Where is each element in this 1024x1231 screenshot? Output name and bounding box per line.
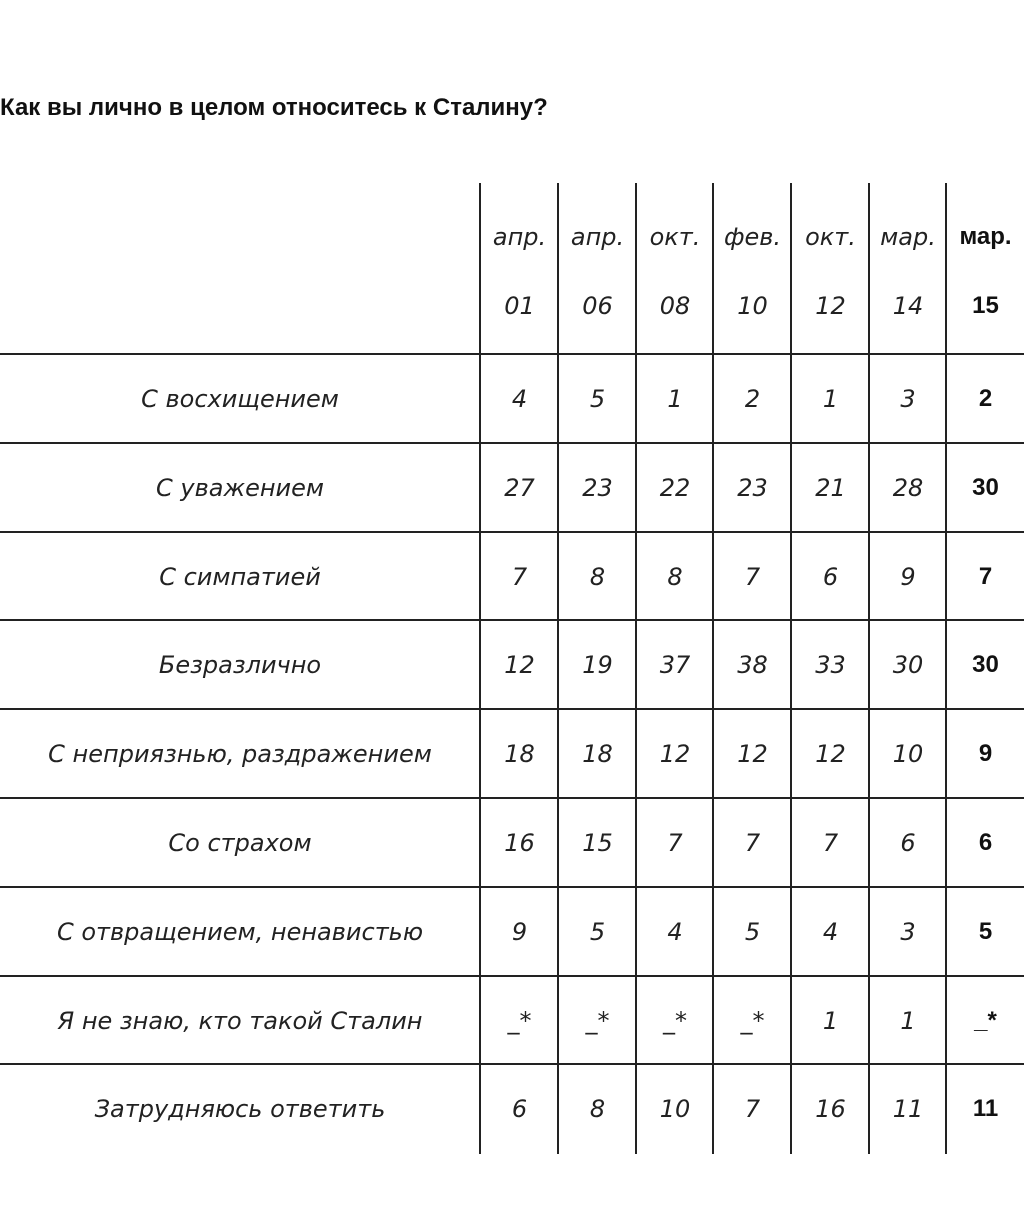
row-label: С уважением bbox=[156, 473, 324, 502]
table-cell: 12 bbox=[737, 739, 768, 768]
table-cell: 6 bbox=[511, 1094, 528, 1123]
table-cell: 16 bbox=[504, 828, 535, 857]
row-label: С неприязнью, раздражением bbox=[48, 739, 432, 768]
table-cell: 10 bbox=[659, 1094, 691, 1123]
table-cell: _* bbox=[663, 1006, 687, 1035]
row-label: С симпатией bbox=[159, 562, 321, 591]
table-cell: 8 bbox=[589, 1094, 606, 1123]
table-cell: 11 bbox=[892, 1094, 924, 1123]
table-cell: 9 bbox=[511, 917, 528, 946]
table-cell: 2 bbox=[978, 384, 993, 412]
table-cell: 12 bbox=[504, 650, 535, 679]
table-cell: 30 bbox=[972, 650, 999, 678]
table-cell: 5 bbox=[978, 917, 993, 945]
table-cell: 4 bbox=[667, 917, 683, 946]
table-cell: 6 bbox=[822, 562, 839, 591]
table-cell: 30 bbox=[972, 473, 999, 501]
column-header-year: 14 bbox=[892, 292, 924, 320]
table-cell: 7 bbox=[511, 562, 528, 591]
page-title: Как вы лично в целом относитесь к Сталину? bbox=[0, 94, 548, 121]
column-header-month: фев. bbox=[723, 223, 782, 251]
table-cell: 37 bbox=[659, 650, 691, 679]
table-cell: 23 bbox=[582, 473, 613, 502]
table-cell: 1 bbox=[900, 1006, 916, 1035]
row-label: Безразлично bbox=[158, 650, 322, 679]
table-cell: 1 bbox=[822, 1006, 839, 1035]
column-header-year: 08 bbox=[659, 292, 691, 320]
table-cell: _* bbox=[974, 1006, 997, 1034]
table-cell: 6 bbox=[978, 828, 993, 856]
column-header-year: 06 bbox=[582, 292, 613, 320]
column-header-year: 15 bbox=[972, 292, 999, 319]
column-header-month: апр. bbox=[570, 223, 625, 251]
table-cell: 7 bbox=[744, 1094, 761, 1123]
table-cell: 12 bbox=[659, 739, 691, 768]
table-cell: 19 bbox=[582, 650, 613, 679]
column-header-month: окт. bbox=[649, 223, 701, 251]
table-cell: 38 bbox=[737, 650, 768, 679]
table-cell: 7 bbox=[667, 828, 683, 857]
table-cell: 8 bbox=[589, 562, 606, 591]
row-label: Со страхом bbox=[168, 828, 312, 857]
table-cell: 3 bbox=[900, 917, 916, 946]
table-cell: 12 bbox=[815, 739, 846, 768]
table-cell: 9 bbox=[978, 739, 993, 767]
table-cell: 1 bbox=[667, 384, 683, 413]
table-cell: 7 bbox=[978, 562, 993, 590]
table-cell: _* bbox=[740, 1006, 765, 1035]
table-cell: 8 bbox=[667, 562, 683, 591]
table-cell: 21 bbox=[815, 473, 846, 502]
column-header-year: 10 bbox=[737, 292, 768, 320]
table-cell: 30 bbox=[892, 650, 924, 679]
column-header-year: 12 bbox=[815, 292, 846, 320]
table-cell: 7 bbox=[744, 828, 761, 857]
table-cell: _* bbox=[585, 1006, 610, 1035]
row-label: С отвращением, ненавистью bbox=[56, 917, 424, 946]
table-cell: 4 bbox=[511, 384, 528, 413]
column-header-month: мар. bbox=[959, 223, 1012, 250]
table-cell: 5 bbox=[589, 384, 606, 413]
table-cell: 11 bbox=[972, 1094, 999, 1122]
table-cell: 1 bbox=[822, 384, 839, 413]
table-cell: 33 bbox=[815, 650, 846, 679]
table-cell: 23 bbox=[737, 473, 768, 502]
row-label: С восхищением bbox=[141, 384, 339, 413]
table-cell: 4 bbox=[822, 917, 839, 946]
row-label: Я не знаю, кто такой Сталин bbox=[57, 1006, 423, 1035]
table-cell: 7 bbox=[744, 562, 761, 591]
table-cell: 9 bbox=[900, 562, 916, 591]
table-cell: 3 bbox=[900, 384, 916, 413]
column-header-year: 01 bbox=[504, 292, 535, 320]
table-cell: 10 bbox=[892, 739, 924, 768]
row-label: Затрудняюсь ответить bbox=[94, 1094, 386, 1123]
table-cell: 5 bbox=[744, 917, 761, 946]
column-header-month: апр. bbox=[492, 223, 547, 251]
table-cell: 5 bbox=[589, 917, 606, 946]
table-cell: 22 bbox=[659, 473, 691, 502]
table-cell: 16 bbox=[815, 1094, 846, 1123]
table-cell: 6 bbox=[900, 828, 916, 857]
column-header-month: мар. bbox=[880, 223, 936, 251]
table-cell: 28 bbox=[892, 473, 924, 502]
table-cell: 15 bbox=[582, 828, 613, 857]
table-cell: 2 bbox=[744, 384, 761, 413]
table-cell: 18 bbox=[504, 739, 535, 768]
table-cell: 27 bbox=[504, 473, 535, 502]
column-header-month: окт. bbox=[805, 223, 856, 251]
table-cell: 18 bbox=[582, 739, 613, 768]
table-cell: _* bbox=[507, 1006, 532, 1035]
table-cell: 7 bbox=[822, 828, 839, 857]
